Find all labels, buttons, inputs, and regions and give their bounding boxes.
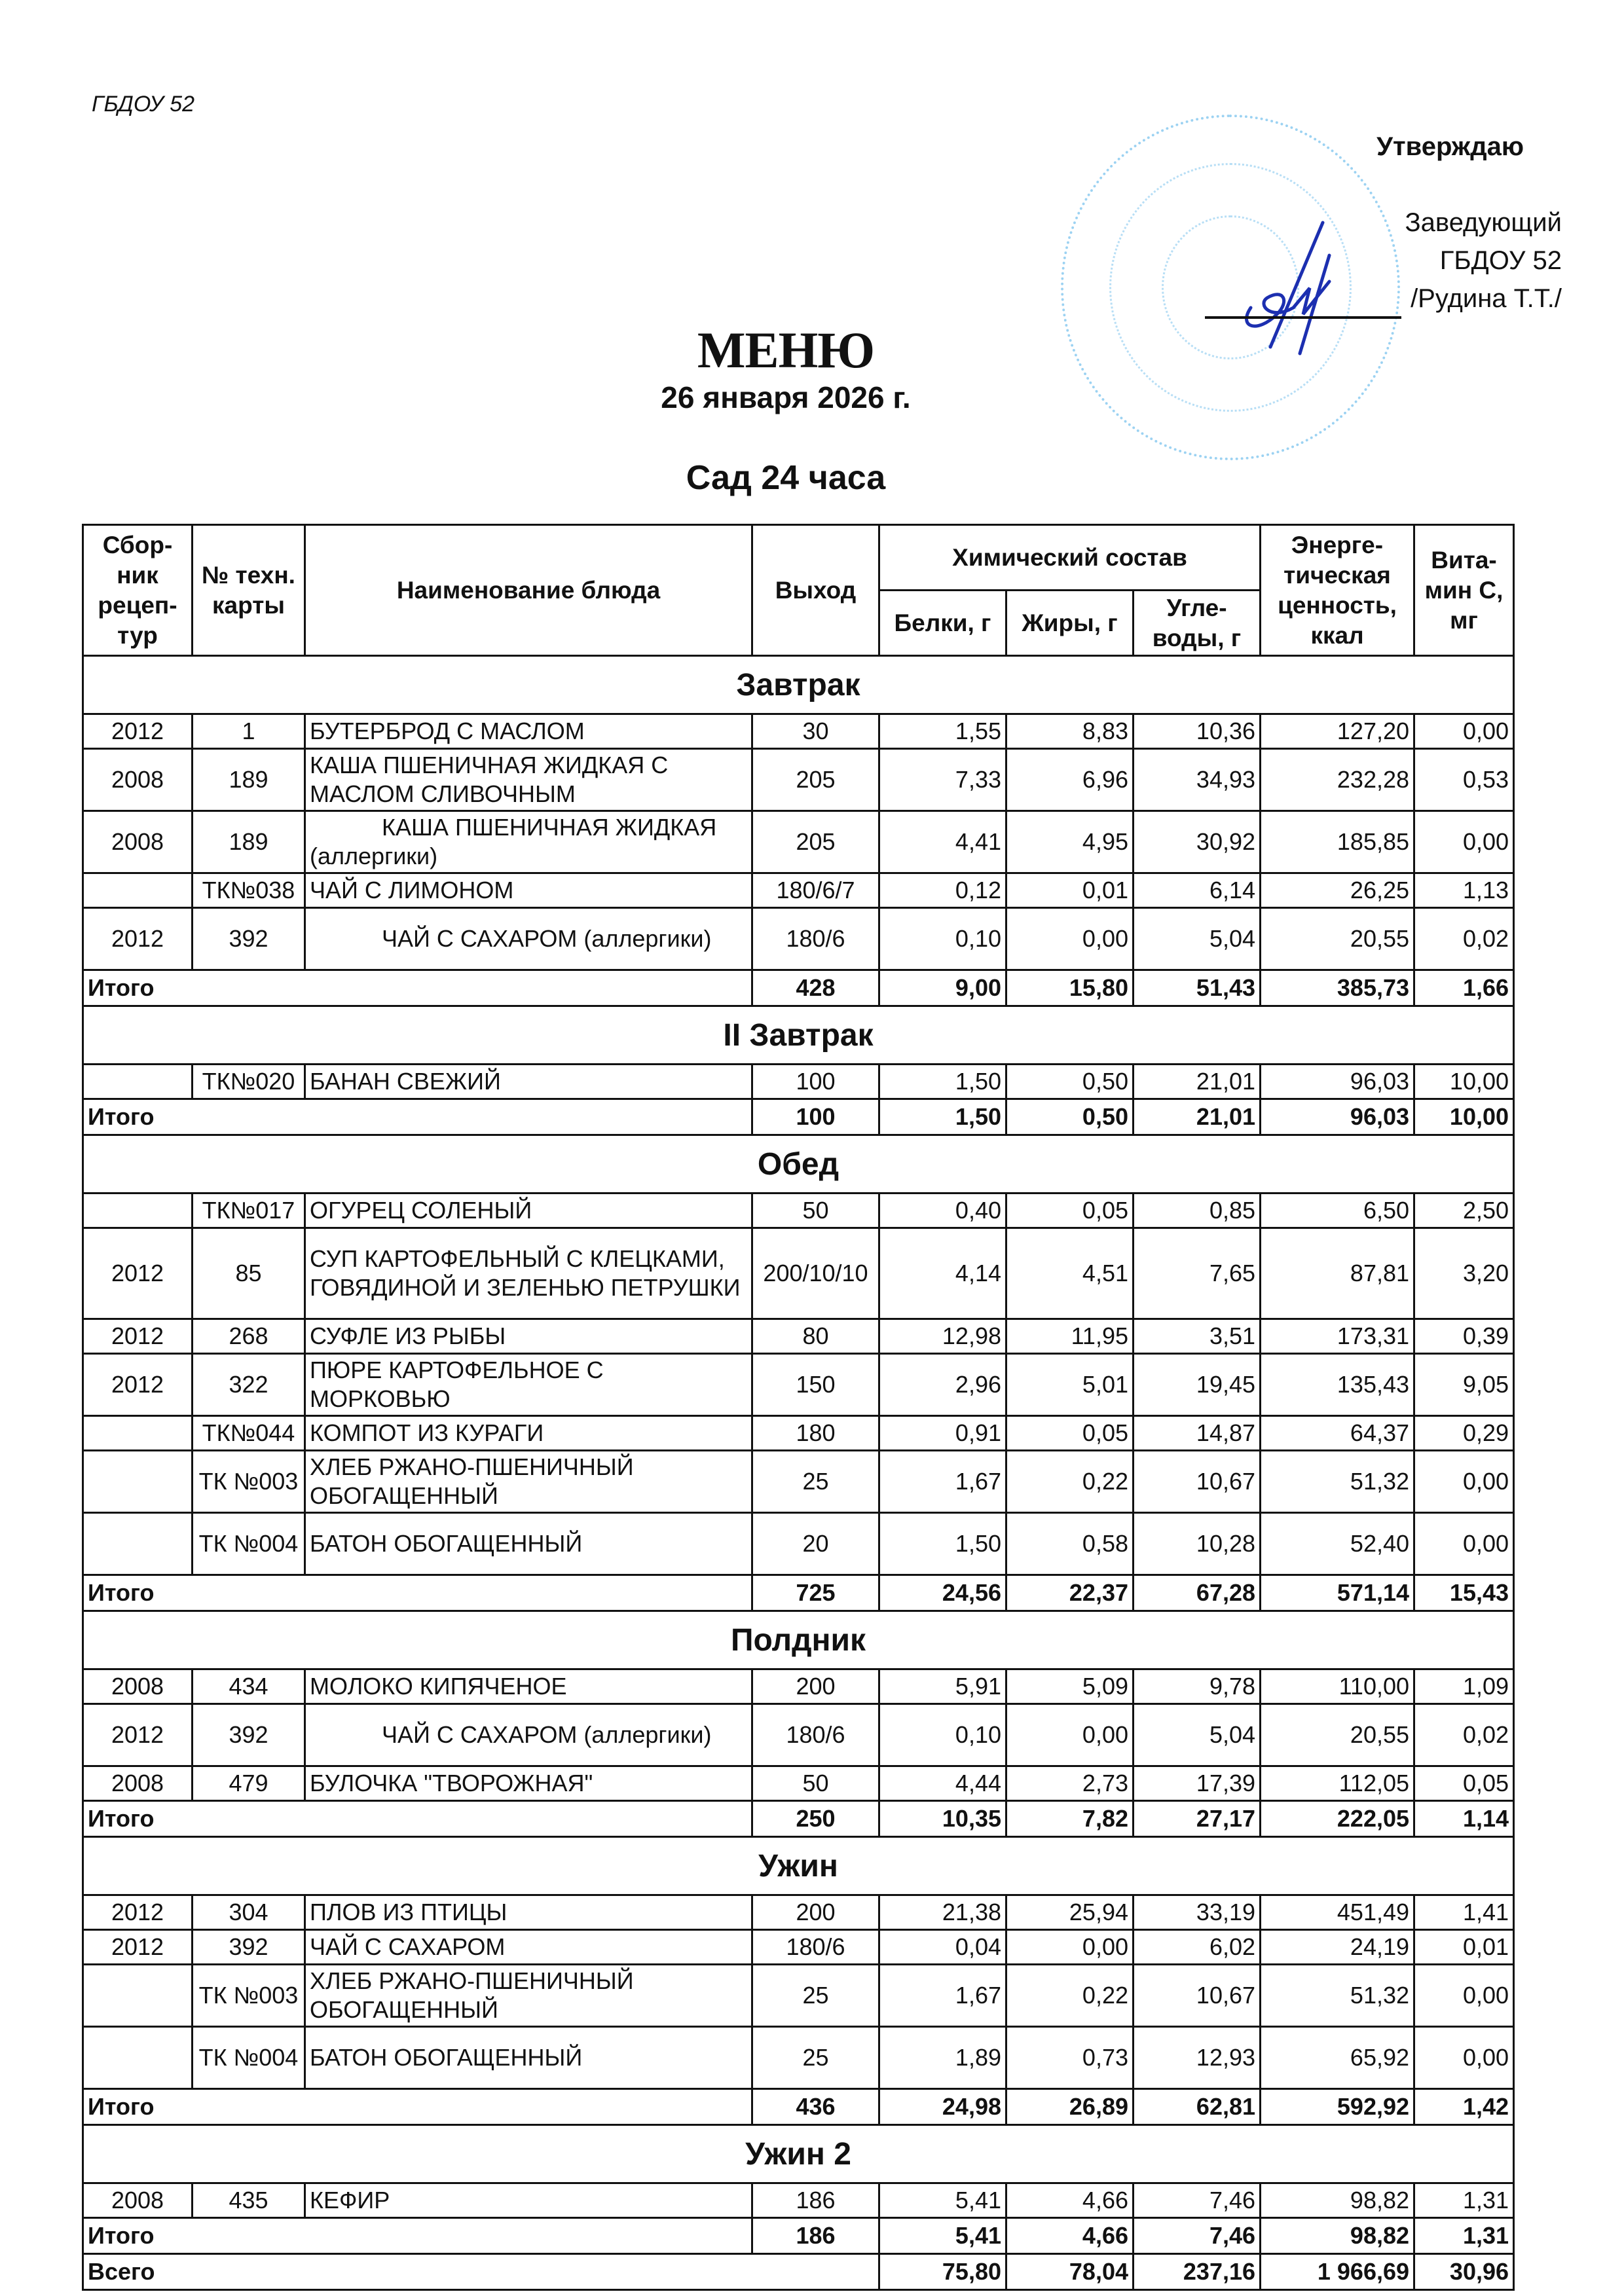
cell-collection xyxy=(83,1416,193,1451)
total-vitc: 1,14 xyxy=(1414,1801,1514,1837)
approval-organization: ГБДОУ 52 xyxy=(1439,246,1562,275)
section-total-row xyxy=(83,1099,1514,1135)
table-row xyxy=(83,1965,1514,2027)
cell-collection: 2008 xyxy=(83,749,193,811)
section-header xyxy=(83,2125,1514,2183)
cell-fat: 0,00 xyxy=(1006,1930,1134,1965)
cell-protein: 5,91 xyxy=(879,1669,1006,1704)
cell-vitc: 0,00 xyxy=(1414,2027,1514,2089)
table-row xyxy=(83,1194,1514,1228)
cell-protein: 4,41 xyxy=(879,811,1006,873)
cell-tech-card: ТК№020 xyxy=(193,1065,305,1099)
cell-fat: 4,95 xyxy=(1006,811,1134,873)
cell-protein: 4,14 xyxy=(879,1228,1006,1319)
cell-dish-name: КОМПОТ ИЗ КУРАГИ xyxy=(305,1416,752,1451)
total-vitc: 1,66 xyxy=(1414,970,1514,1006)
cell-dish-name: СУП КАРТОФЕЛЬНЫЙ С КЛЕЦКАМИ, ГОВЯДИНОЙ И ЗЕЛЕНЬЮ ПЕТРУШКИ xyxy=(305,1228,752,1319)
cell-vitc: 0,02 xyxy=(1414,908,1514,970)
cell-collection: 2008 xyxy=(83,1669,193,1704)
col-collection: Сбор-ник рецеп-тур xyxy=(83,525,193,656)
cell-energy: 51,32 xyxy=(1261,1965,1414,2027)
total-fat: 4,66 xyxy=(1006,2218,1134,2254)
cell-energy: 87,81 xyxy=(1261,1228,1414,1319)
cell-fat: 0,58 xyxy=(1006,1513,1134,1575)
approval-position: Заведующий xyxy=(1405,208,1562,237)
total-protein: 24,56 xyxy=(879,1575,1006,1611)
cell-carbs: 5,04 xyxy=(1134,908,1261,970)
table-row xyxy=(83,1766,1514,1801)
cell-carbs: 30,92 xyxy=(1134,811,1261,873)
cell-vitc: 0,29 xyxy=(1414,1416,1514,1451)
cell-protein: 4,44 xyxy=(879,1766,1006,1801)
cell-collection: 2012 xyxy=(83,1704,193,1766)
cell-yield: 200 xyxy=(752,1895,879,1930)
cell-dish-name: КАША ПШЕНИЧНАЯ ЖИДКАЯ (аллергики) xyxy=(305,811,752,873)
organization-name: ГБДОУ 52 xyxy=(92,92,194,117)
menu-subtitle: Сад 24 часа xyxy=(686,459,886,497)
cell-vitc: 0,05 xyxy=(1414,1766,1514,1801)
total-vitc: 1,42 xyxy=(1414,2089,1514,2125)
cell-fat: 0,00 xyxy=(1006,1704,1134,1766)
cell-collection: 2008 xyxy=(83,2183,193,2218)
cell-protein: 1,55 xyxy=(879,714,1006,749)
approval-block xyxy=(1376,128,1562,318)
cell-dish-name: ХЛЕБ РЖАНО-ПШЕНИЧНЫЙ ОБОГАЩЕННЫЙ xyxy=(305,1965,752,2027)
table-row xyxy=(83,1451,1514,1513)
total-vitc: 15,43 xyxy=(1414,1575,1514,1611)
cell-carbs: 3,51 xyxy=(1134,1319,1261,1354)
cell-dish-name: БУЛОЧКА "ТВОРОЖНАЯ" xyxy=(305,1766,752,1801)
cell-yield: 205 xyxy=(752,749,879,811)
table-row xyxy=(83,1319,1514,1354)
cell-carbs: 10,67 xyxy=(1134,1451,1261,1513)
cell-protein: 21,38 xyxy=(879,1895,1006,1930)
total-carbs: 21,01 xyxy=(1134,1099,1261,1135)
cell-energy: 96,03 xyxy=(1261,1065,1414,1099)
cell-yield: 50 xyxy=(752,1766,879,1801)
cell-dish-name: СУФЛЕ ИЗ РЫБЫ xyxy=(305,1319,752,1354)
total-label: Итого xyxy=(83,970,752,1006)
cell-collection xyxy=(83,1513,193,1575)
section-title: Полдник xyxy=(83,1611,1514,1669)
cell-dish-name: КАША ПШЕНИЧНАЯ ЖИДКАЯ С МАСЛОМ СЛИВОЧНЫМ xyxy=(305,749,752,811)
grand-total-label: Всего xyxy=(83,2254,879,2290)
section-total-row xyxy=(83,970,1514,1006)
cell-dish-name: КЕФИР xyxy=(305,2183,752,2218)
cell-collection xyxy=(83,1194,193,1228)
total-fat: 26,89 xyxy=(1006,2089,1134,2125)
cell-dish-name: БУТЕРБРОД С МАСЛОМ xyxy=(305,714,752,749)
cell-tech-card: 479 xyxy=(193,1766,305,1801)
cell-dish-name: ПЮРЕ КАРТОФЕЛЬНОЕ С МОРКОВЬЮ xyxy=(305,1354,752,1416)
total-energy: 222,05 xyxy=(1261,1801,1414,1837)
section-title: Ужин xyxy=(83,1837,1514,1895)
total-yield: 100 xyxy=(752,1099,879,1135)
cell-yield: 50 xyxy=(752,1194,879,1228)
cell-protein: 0,91 xyxy=(879,1416,1006,1451)
cell-yield: 100 xyxy=(752,1065,879,1099)
total-fat: 0,50 xyxy=(1006,1099,1134,1135)
section-header xyxy=(83,1135,1514,1194)
col-tech-card: № техн. карты xyxy=(193,525,305,656)
cell-dish-name: ХЛЕБ РЖАНО-ПШЕНИЧНЫЙ ОБОГАЩЕННЫЙ xyxy=(305,1451,752,1513)
table-row xyxy=(83,1416,1514,1451)
cell-protein: 5,41 xyxy=(879,2183,1006,2218)
col-carbs: Угле-воды, г xyxy=(1134,591,1261,656)
cell-yield: 180/6/7 xyxy=(752,873,879,908)
cell-carbs: 7,65 xyxy=(1134,1228,1261,1319)
cell-fat: 0,50 xyxy=(1006,1065,1134,1099)
cell-vitc: 1,09 xyxy=(1414,1669,1514,1704)
cell-tech-card: 434 xyxy=(193,1669,305,1704)
total-energy: 592,92 xyxy=(1261,2089,1414,2125)
cell-tech-card: 189 xyxy=(193,749,305,811)
section-total-row xyxy=(83,2089,1514,2125)
grand-total-energy: 1 966,69 xyxy=(1261,2254,1414,2290)
cell-vitc: 0,53 xyxy=(1414,749,1514,811)
grand-total-carbs: 237,16 xyxy=(1134,2254,1261,2290)
grand-total-fat: 78,04 xyxy=(1006,2254,1134,2290)
cell-collection xyxy=(83,1451,193,1513)
cell-yield: 180/6 xyxy=(752,1930,879,1965)
section-title: Ужин 2 xyxy=(83,2125,1514,2183)
cell-vitc: 10,00 xyxy=(1414,1065,1514,1099)
approval-title: Утверждаю xyxy=(1376,132,1524,161)
table-row xyxy=(83,1895,1514,1930)
cell-energy: 20,55 xyxy=(1261,908,1414,970)
cell-energy: 98,82 xyxy=(1261,2183,1414,2218)
section-total-row xyxy=(83,2218,1514,2254)
cell-dish-name: ЧАЙ С ЛИМОНОМ xyxy=(305,873,752,908)
section-title: Завтрак xyxy=(83,656,1514,714)
cell-vitc: 1,31 xyxy=(1414,2183,1514,2218)
table-row xyxy=(83,2183,1514,2218)
cell-energy: 232,28 xyxy=(1261,749,1414,811)
total-yield: 186 xyxy=(752,2218,879,2254)
cell-carbs: 33,19 xyxy=(1134,1895,1261,1930)
cell-energy: 26,25 xyxy=(1261,873,1414,908)
cell-protein: 1,67 xyxy=(879,1965,1006,2027)
cell-vitc: 0,00 xyxy=(1414,714,1514,749)
cell-protein: 1,50 xyxy=(879,1513,1006,1575)
cell-fat: 8,83 xyxy=(1006,714,1134,749)
cell-collection xyxy=(83,1065,193,1099)
cell-vitc: 0,39 xyxy=(1414,1319,1514,1354)
col-fat: Жиры, г xyxy=(1006,591,1134,656)
cell-dish-name: ОГУРЕЦ СОЛЕНЫЙ xyxy=(305,1194,752,1228)
cell-energy: 65,92 xyxy=(1261,2027,1414,2089)
cell-collection: 2012 xyxy=(83,1228,193,1319)
cell-energy: 185,85 xyxy=(1261,811,1414,873)
cell-carbs: 12,93 xyxy=(1134,2027,1261,2089)
cell-dish-name: БАТОН ОБОГАЩЕННЫЙ xyxy=(305,1513,752,1575)
cell-carbs: 17,39 xyxy=(1134,1766,1261,1801)
cell-carbs: 14,87 xyxy=(1134,1416,1261,1451)
cell-fat: 0,22 xyxy=(1006,1451,1134,1513)
cell-protein: 1,89 xyxy=(879,2027,1006,2089)
table-row xyxy=(83,2027,1514,2089)
cell-carbs: 10,28 xyxy=(1134,1513,1261,1575)
table-row xyxy=(83,1513,1514,1575)
col-dish-name: Наименование блюда xyxy=(305,525,752,656)
total-label: Итого xyxy=(83,2089,752,2125)
cell-protein: 0,12 xyxy=(879,873,1006,908)
col-energy: Энерге-тическая ценность, ккал xyxy=(1261,525,1414,656)
section-header xyxy=(83,1837,1514,1895)
col-vitamin-c: Вита-мин С, мг xyxy=(1414,525,1514,656)
cell-collection: 2008 xyxy=(83,1766,193,1801)
cell-fat: 0,01 xyxy=(1006,873,1134,908)
table-row xyxy=(83,1065,1514,1099)
cell-tech-card: 435 xyxy=(193,2183,305,2218)
signature-line xyxy=(1205,316,1401,319)
cell-fat: 25,94 xyxy=(1006,1895,1134,1930)
cell-dish-name: БАТОН ОБОГАЩЕННЫЙ xyxy=(305,2027,752,2089)
total-yield: 436 xyxy=(752,2089,879,2125)
cell-fat: 5,09 xyxy=(1006,1669,1134,1704)
cell-dish-name: ЧАЙ С САХАРОМ xyxy=(305,1930,752,1965)
cell-collection: 2012 xyxy=(83,1354,193,1416)
cell-vitc: 2,50 xyxy=(1414,1194,1514,1228)
cell-vitc: 0,00 xyxy=(1414,811,1514,873)
cell-fat: 2,73 xyxy=(1006,1766,1134,1801)
cell-collection: 2012 xyxy=(83,908,193,970)
cell-fat: 5,01 xyxy=(1006,1354,1134,1416)
cell-energy: 64,37 xyxy=(1261,1416,1414,1451)
cell-tech-card: ТК№038 xyxy=(193,873,305,908)
cell-energy: 173,31 xyxy=(1261,1319,1414,1354)
section-title: Обед xyxy=(83,1135,1514,1194)
cell-dish-name: ЧАЙ С САХАРОМ (аллергики) xyxy=(305,908,752,970)
cell-collection: 2012 xyxy=(83,714,193,749)
menu-table xyxy=(82,524,1515,2291)
total-carbs: 62,81 xyxy=(1134,2089,1261,2125)
cell-fat: 4,66 xyxy=(1006,2183,1134,2218)
cell-tech-card: ТК №003 xyxy=(193,1451,305,1513)
cell-tech-card: 1 xyxy=(193,714,305,749)
cell-tech-card: 85 xyxy=(193,1228,305,1319)
table-row xyxy=(83,1354,1514,1416)
cell-yield: 200 xyxy=(752,1669,879,1704)
cell-vitc: 1,13 xyxy=(1414,873,1514,908)
total-label: Итого xyxy=(83,2218,752,2254)
cell-protein: 0,04 xyxy=(879,1930,1006,1965)
total-fat: 7,82 xyxy=(1006,1801,1134,1837)
cell-carbs: 0,85 xyxy=(1134,1194,1261,1228)
table-row xyxy=(83,1228,1514,1319)
cell-tech-card: ТК №003 xyxy=(193,1965,305,2027)
cell-fat: 0,05 xyxy=(1006,1194,1134,1228)
cell-tech-card: ТК№017 xyxy=(193,1194,305,1228)
cell-carbs: 34,93 xyxy=(1134,749,1261,811)
cell-protein: 0,10 xyxy=(879,908,1006,970)
cell-collection: 2008 xyxy=(83,811,193,873)
cell-tech-card: 304 xyxy=(193,1895,305,1930)
grand-total-protein: 75,80 xyxy=(879,2254,1006,2290)
table-row xyxy=(83,1930,1514,1965)
cell-protein: 12,98 xyxy=(879,1319,1006,1354)
cell-energy: 110,00 xyxy=(1261,1669,1414,1704)
table-row xyxy=(83,749,1514,811)
cell-dish-name: БАНАН СВЕЖИЙ xyxy=(305,1065,752,1099)
cell-tech-card: ТК№044 xyxy=(193,1416,305,1451)
total-carbs: 27,17 xyxy=(1134,1801,1261,1837)
cell-tech-card: 392 xyxy=(193,1930,305,1965)
cell-fat: 0,73 xyxy=(1006,2027,1134,2089)
grand-total-vitc: 30,96 xyxy=(1414,2254,1514,2290)
cell-dish-name: МОЛОКО КИПЯЧЕНОЕ xyxy=(305,1669,752,1704)
total-fat: 22,37 xyxy=(1006,1575,1134,1611)
cell-fat: 0,22 xyxy=(1006,1965,1134,2027)
cell-vitc: 0,01 xyxy=(1414,1930,1514,1965)
total-vitc: 1,31 xyxy=(1414,2218,1514,2254)
total-protein: 5,41 xyxy=(879,2218,1006,2254)
cell-yield: 200/10/10 xyxy=(752,1228,879,1319)
cell-protein: 1,67 xyxy=(879,1451,1006,1513)
approval-signatory: /Рудина Т.Т./ xyxy=(1411,284,1562,313)
cell-energy: 451,49 xyxy=(1261,1895,1414,1930)
cell-carbs: 10,67 xyxy=(1134,1965,1261,2027)
cell-tech-card: 322 xyxy=(193,1354,305,1416)
cell-tech-card: 268 xyxy=(193,1319,305,1354)
section-header xyxy=(83,1006,1514,1065)
total-protein: 9,00 xyxy=(879,970,1006,1006)
cell-carbs: 9,78 xyxy=(1134,1669,1261,1704)
total-yield: 250 xyxy=(752,1801,879,1837)
cell-fat: 0,00 xyxy=(1006,908,1134,970)
menu-date: 26 января 2026 г. xyxy=(661,380,911,414)
cell-carbs: 10,36 xyxy=(1134,714,1261,749)
total-energy: 385,73 xyxy=(1261,970,1414,1006)
cell-fat: 11,95 xyxy=(1006,1319,1134,1354)
cell-vitc: 1,41 xyxy=(1414,1895,1514,1930)
cell-energy: 20,55 xyxy=(1261,1704,1414,1766)
section-header xyxy=(83,656,1514,714)
total-energy: 98,82 xyxy=(1261,2218,1414,2254)
cell-collection xyxy=(83,1965,193,2027)
cell-energy: 24,19 xyxy=(1261,1930,1414,1965)
cell-collection xyxy=(83,873,193,908)
cell-carbs: 21,01 xyxy=(1134,1065,1261,1099)
cell-yield: 180 xyxy=(752,1416,879,1451)
page-title: МЕНЮ xyxy=(697,321,875,378)
cell-carbs: 19,45 xyxy=(1134,1354,1261,1416)
section-title: II Завтрак xyxy=(83,1006,1514,1065)
col-protein: Белки, г xyxy=(879,591,1006,656)
total-protein: 24,98 xyxy=(879,2089,1006,2125)
cell-vitc: 0,00 xyxy=(1414,1451,1514,1513)
total-protein: 1,50 xyxy=(879,1099,1006,1135)
cell-carbs: 5,04 xyxy=(1134,1704,1261,1766)
cell-energy: 135,43 xyxy=(1261,1354,1414,1416)
cell-protein: 7,33 xyxy=(879,749,1006,811)
cell-vitc: 3,20 xyxy=(1414,1228,1514,1319)
col-chemical: Химический состав xyxy=(879,525,1261,591)
cell-yield: 150 xyxy=(752,1354,879,1416)
cell-tech-card: ТК №004 xyxy=(193,1513,305,1575)
cell-protein: 0,40 xyxy=(879,1194,1006,1228)
total-fat: 15,80 xyxy=(1006,970,1134,1006)
cell-collection xyxy=(83,2027,193,2089)
total-energy: 96,03 xyxy=(1261,1099,1414,1135)
cell-carbs: 6,14 xyxy=(1134,873,1261,908)
cell-energy: 52,40 xyxy=(1261,1513,1414,1575)
cell-tech-card: 392 xyxy=(193,908,305,970)
cell-yield: 20 xyxy=(752,1513,879,1575)
cell-yield: 30 xyxy=(752,714,879,749)
cell-yield: 25 xyxy=(752,1965,879,2027)
cell-carbs: 6,02 xyxy=(1134,1930,1261,1965)
cell-vitc: 0,02 xyxy=(1414,1704,1514,1766)
table-row xyxy=(83,714,1514,749)
cell-yield: 186 xyxy=(752,2183,879,2218)
cell-energy: 112,05 xyxy=(1261,1766,1414,1801)
cell-fat: 4,51 xyxy=(1006,1228,1134,1319)
cell-fat: 0,05 xyxy=(1006,1416,1134,1451)
total-vitc: 10,00 xyxy=(1414,1099,1514,1135)
cell-energy: 6,50 xyxy=(1261,1194,1414,1228)
cell-yield: 25 xyxy=(752,1451,879,1513)
cell-collection: 2012 xyxy=(83,1930,193,1965)
table-row xyxy=(83,873,1514,908)
table-row xyxy=(83,908,1514,970)
section-header xyxy=(83,1611,1514,1669)
col-yield: Выход xyxy=(752,525,879,656)
cell-yield: 25 xyxy=(752,2027,879,2089)
cell-vitc: 0,00 xyxy=(1414,1513,1514,1575)
total-label: Итого xyxy=(83,1575,752,1611)
cell-dish-name: ЧАЙ С САХАРОМ (аллергики) xyxy=(305,1704,752,1766)
total-yield: 428 xyxy=(752,970,879,1006)
total-carbs: 51,43 xyxy=(1134,970,1261,1006)
table-row xyxy=(83,811,1514,873)
cell-dish-name: ПЛОВ ИЗ ПТИЦЫ xyxy=(305,1895,752,1930)
cell-protein: 2,96 xyxy=(879,1354,1006,1416)
cell-yield: 80 xyxy=(752,1319,879,1354)
cell-yield: 180/6 xyxy=(752,908,879,970)
cell-tech-card: ТК №004 xyxy=(193,2027,305,2089)
cell-fat: 6,96 xyxy=(1006,749,1134,811)
cell-energy: 127,20 xyxy=(1261,714,1414,749)
cell-collection: 2012 xyxy=(83,1895,193,1930)
total-protein: 10,35 xyxy=(879,1801,1006,1837)
cell-vitc: 0,00 xyxy=(1414,1965,1514,2027)
cell-yield: 180/6 xyxy=(752,1704,879,1766)
cell-energy: 51,32 xyxy=(1261,1451,1414,1513)
section-total-row xyxy=(83,1801,1514,1837)
table-row xyxy=(83,1669,1514,1704)
total-energy: 571,14 xyxy=(1261,1575,1414,1611)
cell-tech-card: 392 xyxy=(193,1704,305,1766)
cell-protein: 1,50 xyxy=(879,1065,1006,1099)
cell-tech-card: 189 xyxy=(193,811,305,873)
table-row xyxy=(83,1704,1514,1766)
total-carbs: 67,28 xyxy=(1134,1575,1261,1611)
cell-collection: 2012 xyxy=(83,1319,193,1354)
cell-yield: 205 xyxy=(752,811,879,873)
cell-carbs: 7,46 xyxy=(1134,2183,1261,2218)
section-total-row xyxy=(83,1575,1514,1611)
total-yield: 725 xyxy=(752,1575,879,1611)
grand-total-row xyxy=(83,2254,1514,2290)
total-label: Итого xyxy=(83,1801,752,1837)
total-carbs: 7,46 xyxy=(1134,2218,1261,2254)
total-label: Итого xyxy=(83,1099,752,1135)
cell-protein: 0,10 xyxy=(879,1704,1006,1766)
cell-vitc: 9,05 xyxy=(1414,1354,1514,1416)
